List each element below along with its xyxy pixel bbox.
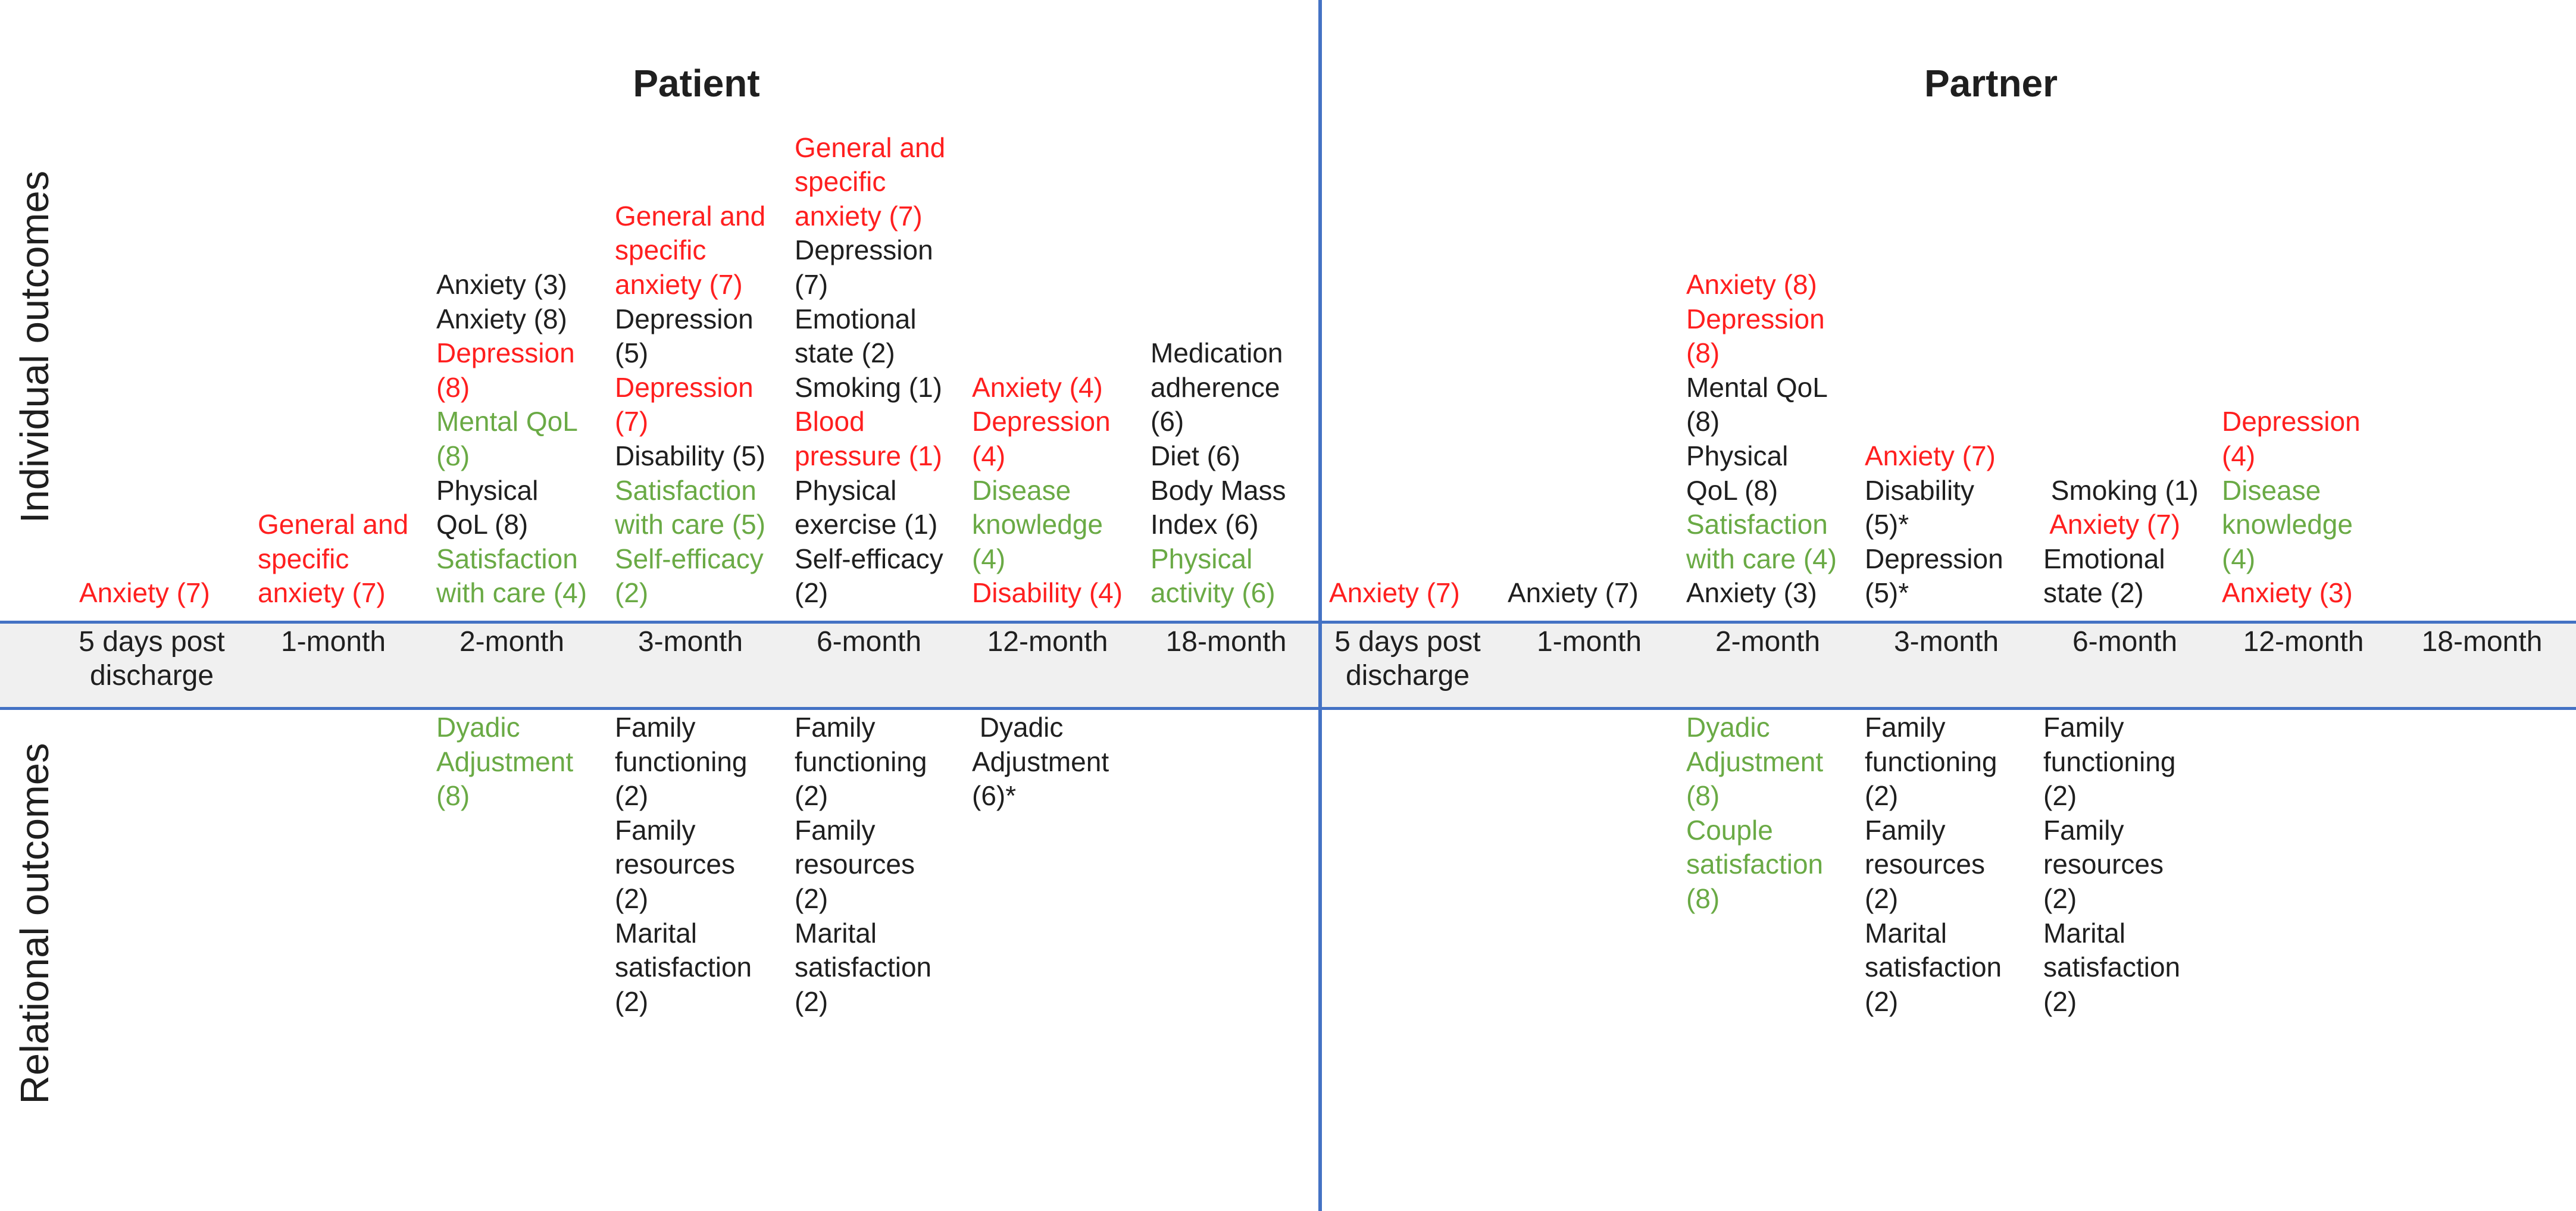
patient-individual-column-5 — [972, 371, 1151, 611]
patient-timepoint-3: 3-month — [637, 626, 743, 658]
patient-timepoint-2: 2-month — [459, 626, 565, 658]
patient-timepoint-0: 5 days post discharge — [79, 626, 225, 691]
patient-relational-outcome: Marital satisfaction (2) — [615, 917, 752, 1017]
patient-individual-outcome: Physical exercise (1) — [795, 474, 938, 540]
partner-title: Partner — [1924, 62, 2058, 105]
patient-individual-outcome: Smoking (1) — [795, 371, 942, 403]
band-bottom-divider — [0, 707, 2576, 710]
partner-relational-outcome: Dyadic Adjustment (8) — [1686, 712, 1824, 812]
patient-individual-outcome: Disease knowledge (4) — [972, 474, 1103, 574]
patient-individual-outcome: Depression (7) — [615, 371, 754, 437]
individual-outcomes-label: Individual outcomes — [12, 170, 57, 524]
partner-individual-outcome: Anxiety (7) — [1508, 577, 1639, 609]
patient-individual-column-3 — [615, 199, 793, 611]
partner-relational-outcome: Couple satisfaction (8) — [1686, 814, 1824, 914]
partner-individual-outcome: Depression (8) — [1686, 303, 1825, 369]
patient-individual-outcome: Depression (4) — [972, 406, 1111, 472]
partner-individual-outcome: Smoking (1) — [2043, 474, 2199, 506]
partner-individual-outcome: Disease knowledge (4) — [2222, 474, 2353, 574]
patient-individual-column-6 — [1151, 336, 1329, 611]
patient-relational-outcome: Dyadic Adjustment (8) — [436, 712, 574, 812]
partner-relational-outcome: Family resources (2) — [1865, 814, 1985, 914]
patient-individual-column-1 — [258, 508, 436, 611]
patient-individual-column-2 — [436, 268, 615, 611]
patient-individual-outcome: Depression (7) — [795, 234, 933, 301]
partner-relational-column-2 — [1686, 711, 1865, 916]
partner-individual-column-0 — [1329, 576, 1508, 611]
patient-relational-outcome: Family functioning (2) — [615, 712, 748, 812]
partner-individual-outcome: Emotional state (2) — [2043, 543, 2165, 609]
partner-relational-column-4 — [2043, 711, 2222, 1019]
partner-individual-outcome: Mental QoL (8) — [1686, 371, 1828, 437]
patient-individual-outcome: Satisfaction with care (5) — [615, 474, 766, 540]
partner-individual-column-1 — [1508, 576, 1686, 611]
partner-timepoint-6: 18-month — [2421, 626, 2543, 658]
patient-relational-outcome: Family resources (2) — [795, 814, 915, 914]
patient-timepoint-6: 18-month — [1165, 626, 1287, 658]
patient-relational-outcome: Family resources (2) — [615, 814, 735, 914]
patient-individual-outcome: Self-efficacy (2) — [615, 543, 764, 609]
partner-individual-outcome: Anxiety (3) — [1686, 577, 1817, 609]
patient-individual-outcome: Anxiety (7) — [79, 577, 210, 609]
partner-relational-column-3 — [1865, 711, 2043, 1019]
patient-individual-outcome: Satisfaction with care (4) — [436, 543, 587, 609]
partner-timepoint-3: 3-month — [1893, 626, 1999, 658]
patient-individual-outcome: General and specific anxiety (7) — [615, 200, 766, 301]
patient-individual-outcome: Mental QoL (8) — [436, 406, 578, 472]
partner-timepoint-5: 12-month — [2243, 626, 2364, 658]
partner-individual-outcome: Anxiety (7) — [2043, 509, 2181, 540]
partner-individual-outcome: Physical QoL (8) — [1686, 440, 1789, 506]
patient-individual-outcome: Emotional state (2) — [795, 303, 917, 369]
relational-outcomes-label: Relational outcomes — [12, 743, 57, 1104]
partner-individual-outcome: Depression (5)* — [1865, 543, 2003, 609]
partner-timepoint-1: 1-month — [1536, 626, 1642, 658]
partner-relational-outcome: Family functioning (2) — [1865, 712, 1997, 812]
partner-relational-outcome: Family resources (2) — [2043, 814, 2164, 914]
partner-individual-outcome: Anxiety (3) — [2222, 577, 2353, 609]
patient-individual-outcome: Disability (4) — [972, 577, 1123, 609]
patient-individual-outcome: Physical QoL (8) — [436, 474, 539, 540]
partner-individual-outcome: Anxiety (7) — [1865, 440, 1996, 472]
partner-individual-column-4 — [2043, 474, 2222, 611]
patient-individual-outcome: General and specific anxiety (7) — [795, 132, 946, 231]
partner-individual-outcome: Satisfaction with care (4) — [1686, 509, 1837, 574]
partner-individual-outcome: Anxiety (7) — [1329, 577, 1460, 609]
partner-individual-outcome: Anxiety (8) — [1686, 269, 1817, 301]
patient-individual-outcome: Diet (6) — [1151, 440, 1240, 472]
patient-relational-outcome: Dyadic Adjustment (6)* — [972, 712, 1109, 812]
patient-individual-outcome: Physical activity (6) — [1151, 543, 1276, 609]
patient-individual-outcome: General and specific anxiety (7) — [258, 509, 409, 609]
patient-title: Patient — [633, 62, 760, 105]
patient-timepoint-5: 12-month — [987, 626, 1108, 658]
patient-relational-outcome: Family functioning (2) — [795, 712, 927, 812]
partner-individual-column-2 — [1686, 268, 1865, 611]
partner-timepoint-2: 2-month — [1715, 626, 1821, 658]
partner-timepoint-0: 5 days post discharge — [1334, 626, 1481, 691]
patient-individual-outcome: Self-efficacy (2) — [795, 543, 943, 609]
patient-timepoint-4: 6-month — [816, 626, 922, 658]
partner-individual-outcome: Depression (4) — [2222, 406, 2361, 472]
patient-individual-outcome: Medication adherence (6) — [1151, 337, 1283, 437]
patient-individual-column-4 — [795, 131, 973, 611]
partner-individual-outcome: Disability (5)* — [1865, 474, 1975, 540]
partner-relational-outcome: Marital satisfaction (2) — [2043, 917, 2181, 1017]
patient-individual-outcome: Depression (5) — [615, 303, 754, 369]
partner-relational-outcome: Marital satisfaction (2) — [1865, 917, 2002, 1017]
patient-individual-outcome: Blood pressure (1) — [795, 406, 942, 472]
patient-individual-outcome: Disability (5) — [615, 440, 766, 472]
patient-relational-column-5 — [972, 711, 1151, 813]
patient-individual-outcome: Anxiety (8) — [436, 303, 567, 334]
patient-timepoint-1: 1-month — [280, 626, 386, 658]
patient-relational-column-4 — [795, 711, 973, 1019]
patient-individual-outcome: Body Mass Index (6) — [1151, 474, 1286, 540]
patient-individual-outcome: Anxiety (3) — [436, 269, 567, 301]
patient-individual-outcome: Anxiety (4) — [972, 371, 1103, 403]
partner-relational-outcome: Family functioning (2) — [2043, 712, 2176, 812]
patient-relational-column-2 — [436, 711, 615, 813]
partner-individual-column-3 — [1865, 439, 2043, 611]
patient-individual-outcome: Depression (8) — [436, 337, 575, 403]
patient-individual-column-0 — [79, 576, 258, 611]
patient-relational-outcome: Marital satisfaction (2) — [795, 917, 932, 1017]
partner-individual-column-5 — [2222, 405, 2400, 611]
patient-relational-column-3 — [615, 711, 793, 1019]
partner-timepoint-4: 6-month — [2072, 626, 2178, 658]
band-top-divider — [0, 621, 2576, 624]
